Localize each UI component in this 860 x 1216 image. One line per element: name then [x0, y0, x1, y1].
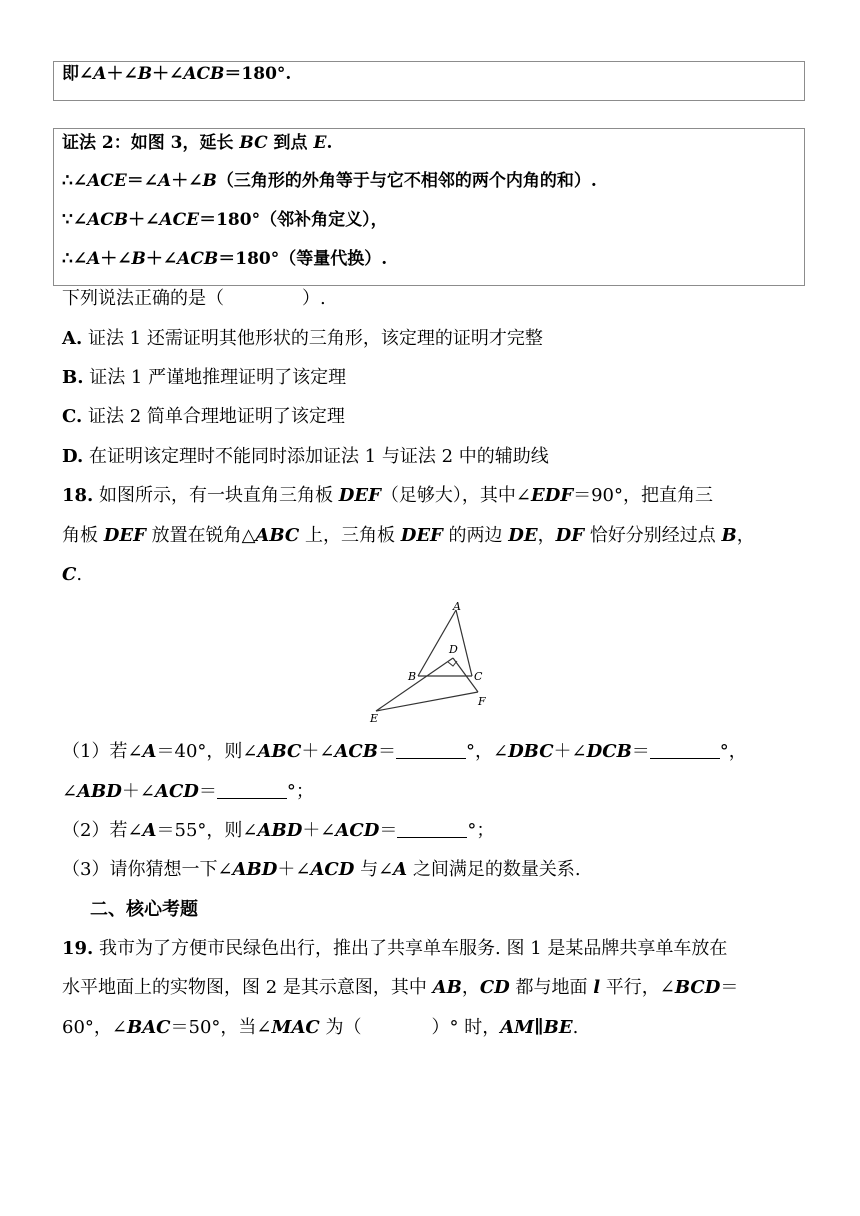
q18-triangle-figure: [365, 598, 495, 726]
proof-1-conclusion: 即∠A＋∠B＋∠ACB＝180°.: [62, 64, 292, 84]
label-a: A: [453, 600, 461, 613]
label-d: D: [449, 643, 458, 656]
label-f: F: [478, 695, 486, 708]
q19-stem-line-1: 19. 我市为了方便市民绿色出行，推出了共享单车服务. 图 1 是某品牌共享单车放在: [62, 938, 728, 959]
q17-option-d: D. 在证明该定理时不能同时添加证法 1 与证法 2 中的辅助线: [62, 446, 549, 467]
label-c: C: [474, 670, 483, 683]
q18-blank-4[interactable]: [397, 819, 467, 838]
q18-part-3: （3）请你猜想一下∠ABD＋∠ACD 与∠A 之间满足的数量关系.: [62, 859, 581, 880]
q18-stem-line-1: 18. 如图所示，有一块直角三角板 DEF（足够大），其中∠EDF＝90°，把直角三: [62, 485, 713, 506]
q18-stem-line-2: 角板 DEF 放置在锐角△ABC 上，三角板 DEF 的两边 DE，DF 恰好分别经过点 B，: [62, 525, 755, 546]
q18-blank-1[interactable]: [396, 740, 466, 759]
q18-part-2: （2）若∠A＝55°，则∠ABD＋∠ACD＝ °；: [62, 820, 495, 841]
q18-part-1: （1）若∠A＝40°，则∠ABC＋∠ACB＝ °，∠DBC＋∠DCB＝ °，: [62, 741, 747, 762]
q19-stem-line-2: 水平地面上的实物图，图 2 是其示意图，其中 AB，CD 都与地面 l 平行，∠BCD＝: [62, 977, 739, 998]
proof-2-line-2: ∴∠ACE＝∠A＋∠B（三角形的外角等于与它不相邻的两个内角的和）.: [62, 171, 597, 191]
q19-stem-line-3: 60°，∠BAC＝50°，当∠MAC 为（ ）° 时，AM∥BE.: [62, 1017, 579, 1038]
q18-blank-3[interactable]: [217, 780, 287, 799]
segment-ed: [376, 658, 453, 711]
section-2-heading: 二、核心考题: [90, 899, 198, 920]
proof-2-line-4: ∴∠A＋∠B＋∠ACB＝180°（等量代换）.: [62, 249, 388, 269]
label-e: E: [370, 712, 379, 725]
q17-option-a: A. 证法 1 还需证明其他形状的三角形，该定理的证明才完整: [62, 328, 543, 349]
label-b: B: [408, 670, 417, 683]
segment-ef: [376, 692, 478, 711]
q18-part-1-cont: ∠ABD＋∠ACD＝ °；: [62, 781, 314, 802]
proof-2-line-3: ∵∠ACB＋∠ACE＝180°（邻补角定义），: [62, 210, 388, 230]
q17-option-c: C. 证法 2 简单合理地证明了该定理: [62, 406, 345, 427]
q18-blank-2[interactable]: [650, 740, 720, 759]
q17-stem: 下列说法正确的是（ ）.: [62, 288, 326, 309]
q17-option-b: B. 证法 1 严谨地推理证明了该定理: [62, 367, 347, 388]
proof-2-line-1: 证法 2：如图 3，延长 BC 到点 E.: [62, 133, 333, 153]
q18-stem-line-3: C.: [62, 564, 83, 585]
